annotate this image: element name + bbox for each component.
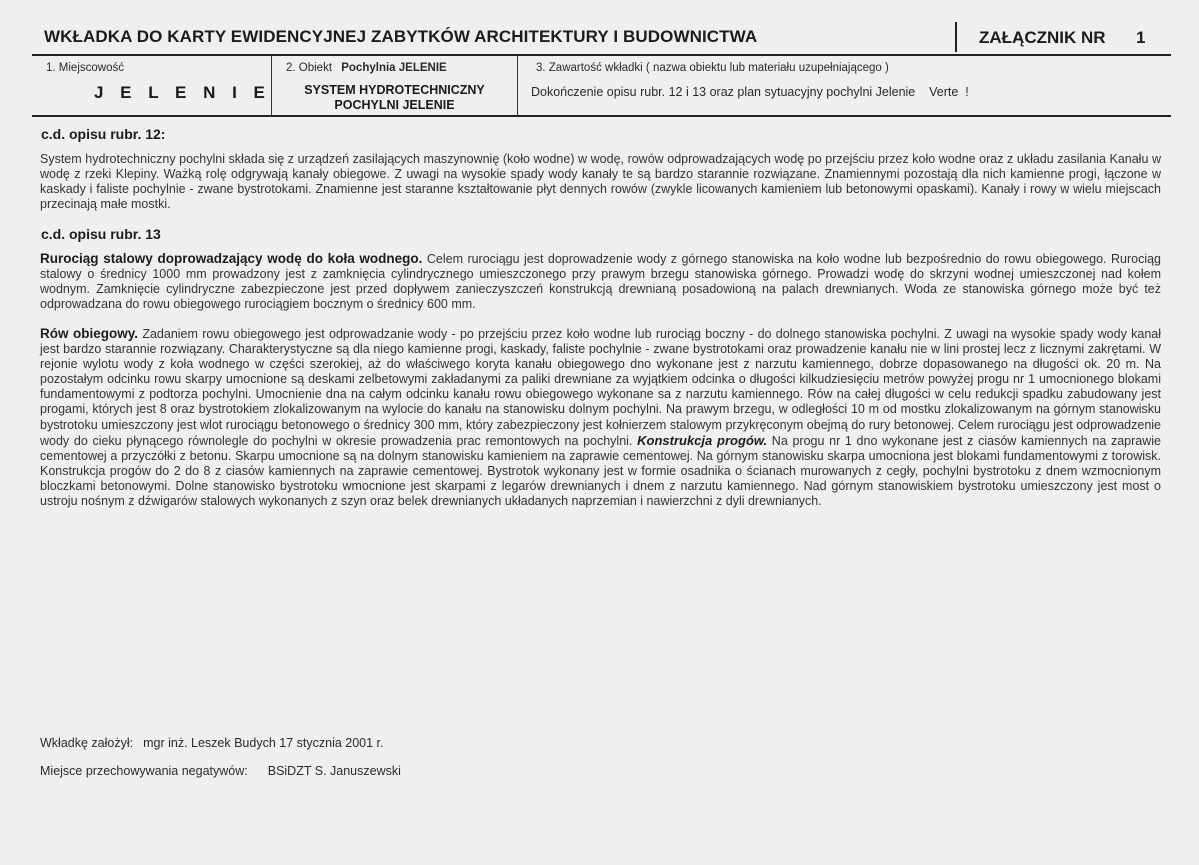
locality-label: 1. Miejscowość xyxy=(46,62,124,74)
header-rule xyxy=(32,54,1171,56)
object-label-value: Pochylnia JELENIE xyxy=(341,62,447,74)
fields-rule xyxy=(32,115,1171,117)
pipeline-text: Celem rurociągu jest doprowadzenie wody z górnego stanowiska na koło wodne lub bezpośrednio do rowu obiegowego. Rurociąg stalowy o średnicy 1000 mm prowadzony jest z zamknięcia cylindrycznego umieszczonego przy prawym brzegu stanowiska górnego. Prowadzi wodę do skrzyni wodnej umieszczonej nad kołem wodnym. Zamknięcie cylindryczne zabezpieczone jest przed dopływem zanieczyszczeń konstrukcją drewnianą posadowioną na palach drewnianych. Woda ze stanowiska górnego może być też odprowadzana do rowu obiegowego rurociągiem bocznym o średnicy 600 mm. xyxy=(40,252,1161,312)
content-label: 3. Zawartość wkładki ( nazwa obiektu lub materiału uzupełniającego ) xyxy=(536,62,889,74)
object-value-line2: POCHYLNI JELENIE xyxy=(334,98,455,112)
bypass-lead: Rów obiegowy. xyxy=(40,326,139,341)
locality-value: J E L E N I E xyxy=(94,83,271,102)
author-label: Wkładkę założył: xyxy=(40,736,134,750)
annex-number: 1 xyxy=(1136,28,1146,47)
author-value: mgr inż. Leszek Budych 17 stycznia 2001 r. xyxy=(143,736,384,750)
object-label-text: 2. Obiekt xyxy=(286,62,333,74)
field-divider xyxy=(517,56,518,116)
pipeline-paragraph xyxy=(40,251,1161,312)
negatives-label: Miejsce przechowywania negatywów: xyxy=(40,764,248,778)
thresholds-heading: Konstrukcja progów. xyxy=(637,432,768,448)
bypass-text-b: Na progu nr 1 dno wykonane jest z ciasów kamiennych na zaprawie cementowej a przyczółki z betonu. Skarpu umocnione są na dolnym stanowisku kamieniem na zaprawie cementowej. Na górnym stanowisku skarpa umocniona jest blokami fundamentowymi z torowisk. Konstrukcja progów do 2 do 8 z ciasów kamiennych na zaprawie cementowej. Bystrotok wykonany jest w formie osadnika o ścianach murowanych z cegły, pochylni bystrotoku z dnem wzmocnionym bloczkami betonowymi. Dolne stanowisko bystrotoku wmocnione jest skarpami z legarów drewnianych i dnem z narzutu kamiennego. Nad górnym stanowiskiem bystrotoku umieszczony jest most o ustroju nośnym z dźwigarów stalowych wykonanych z szyn oraz belek drewnianych układanych naprzemian i nawierzchni z dyli drewnianych. xyxy=(40,433,1161,509)
section12-text: System hydrotechniczny pochylni składa się z urządzeń zasilających maszynownię (koło wodne) w wodę, rowów odprowadzających wodę po przejściu przez koło wodne oraz z układu zasilania Kanału w wodę z rzeki Klepiny. Ważką rolę odgrywają kanały obiegowe. Z uwagi na wysokie spady wody kanały te są bardzo starannie rozwiązane. Znamiennymi pozostają dla nich kamienne progi, łączone w kaskady i faliste pochylnie - zwane bystrotokami. Znamienne jest staranne kształtowanie płyt dennych rowów (zwykle licowanych kamieniem lub betonowymi opaskami). Kanały i rowy w wielu miejscach przecinają małe mostki. xyxy=(40,152,1161,212)
bypass-paragraph xyxy=(40,326,1161,509)
section12-heading: c.d. opisu rubr. 12: xyxy=(41,126,166,142)
author-line xyxy=(40,736,384,750)
section13-heading: c.d. opisu rubr. 13 xyxy=(41,226,161,242)
document-title: WKŁADKA DO KARTY EWIDENCYJNEJ ZABYTKÓW ARCHITEKTURY I BUDOWNICTWA xyxy=(44,27,758,46)
object-value xyxy=(272,83,517,113)
header-divider xyxy=(955,22,957,52)
object-label xyxy=(286,62,447,74)
negatives-line xyxy=(40,764,401,778)
bypass-text-a: Zadaniem rowu obiegowego jest odprowadzanie wody - po przejściu przez koło wodne lub rurociąg boczny - do dolnego stanowiska pochylni. Z uwagi na wysokie spady wody kanał jest bardzo starannie rozwiązany. Charakterystyczne są dla niego kamienne progi, kaskady, faliste pochylnie - zwane bystrotokami oraz prowadzenie kanału nie w lini prostej lecz z licznymi zakrętami. W rejonie wylotu wody z koła wodnego w części szerokiej, aż do właściwego koryta kanału obiegowego dno wykonane jest z narzutu kamiennego, dobrze dopasowanego na długości ok. 20 m. Na pozostałym odcinku rowu skarpy umocnione są deskami zelbetowymi zakładanymi za paliki drewniane za wyjątkiem odcinka o długości kilkudziesięciu metrów powyżej progu nr 1 umocnionego blokami fundamentowymi z podtorza pochylni. Umocnienie dna na całym odcinku kanału rowu obiegowego wykonane sa z narzutu kamiennego. Rów na całej długości w celu redukcji spadku zabudowany jest progami, których jest 8 oraz bystrotokiem zlokalizowanym na wylocie do kanału na stanowisku dolnym pochylni. Na prawym brzegu, w odległości 10 m od mostku zlokalizowanym na górnym stanowisku bystrotoku umieszczony jest wlot rurociągu betonowego o średnicy 300 mm, który zabezpieczony jest kołnierzem stalowym przykręconym obejmą do rury betonowej. Celem rurociągu jest odprowadzenie wody do cieku płynącego równolegle do pochylni w okresie prowadzenia prac remontowych na pochylni. xyxy=(40,327,1161,448)
pipeline-lead: Rurociąg stalowy doprowadzający wodę do koła wodnego. xyxy=(40,251,423,266)
negatives-value: BSiDZT S. Januszewski xyxy=(267,764,401,778)
object-value-line1: SYSTEM HYDROTECHNICZNY xyxy=(304,83,485,97)
content-value: Dokończenie opisu rubr. 12 i 13 oraz plan sytuacyjny pochylni Jelenie Verte ! xyxy=(531,85,969,99)
annex-label: ZAŁĄCZNIK NR xyxy=(979,28,1106,47)
